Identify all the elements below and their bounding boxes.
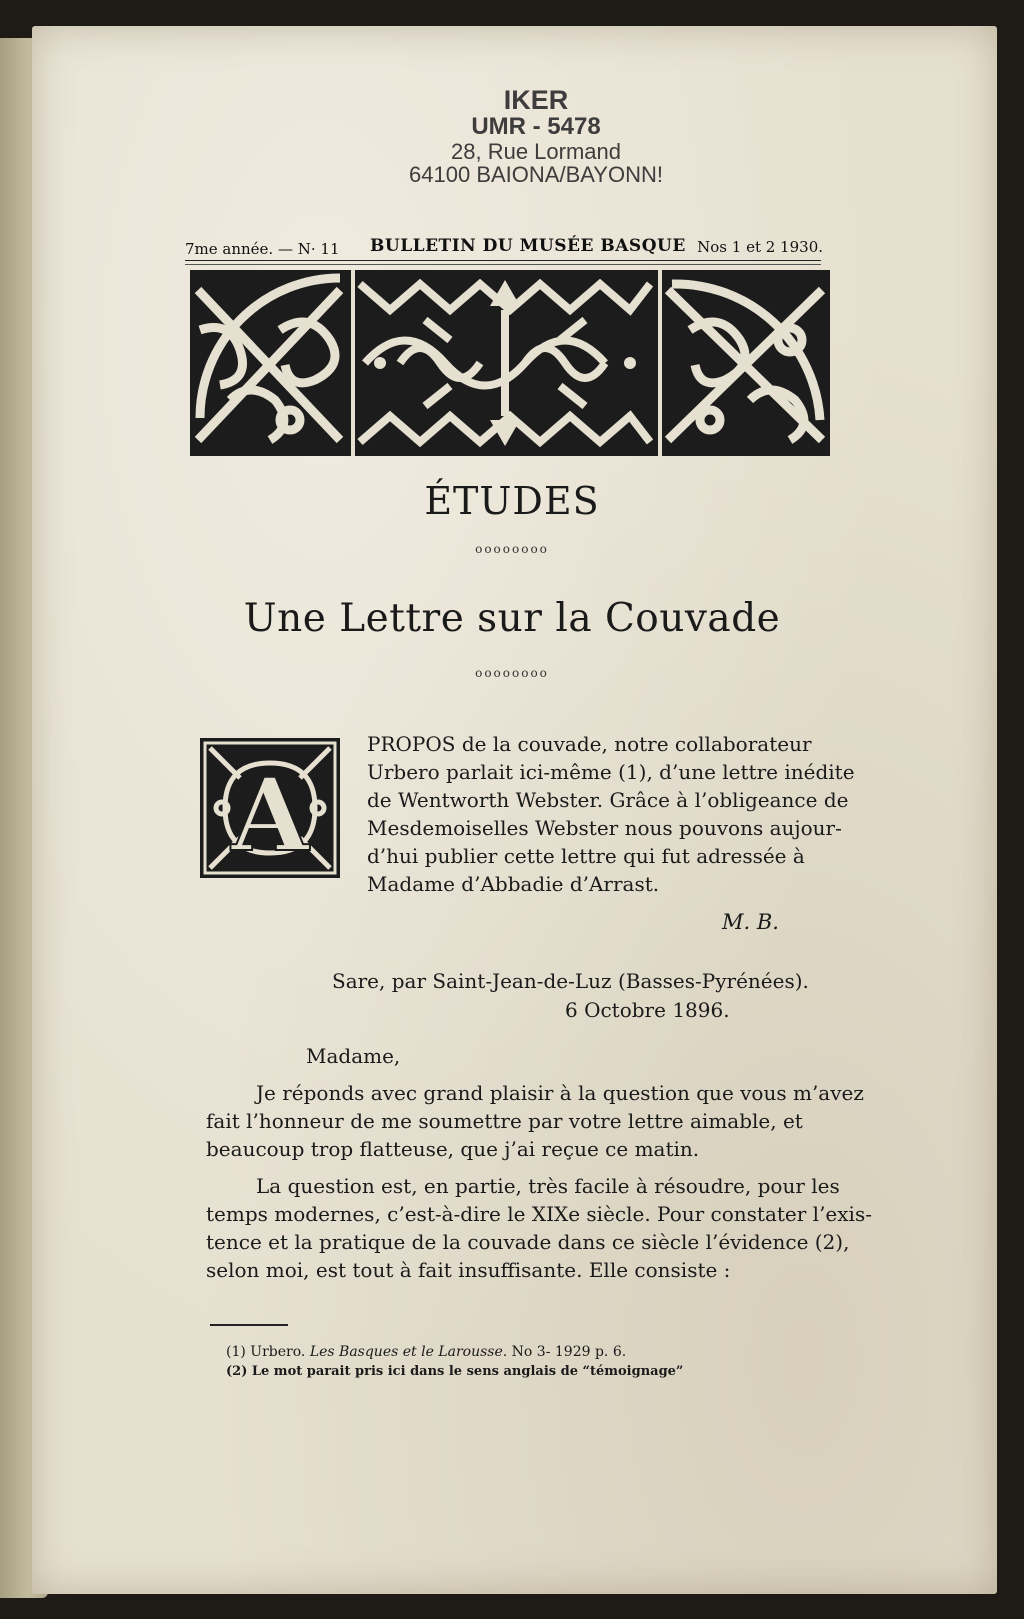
body-line: fait l’honneur de me soumettre par votre lettre aimable, et (206, 1109, 803, 1133)
footnote-1-title: Les Basques et le Larousse. (309, 1344, 508, 1360)
intro-line: Mesdemoiselles Webster nous pouvons aujour- (367, 816, 842, 840)
intro-signature: M. B. (722, 910, 779, 934)
body-line: tence et la pratique de la couvade dans ce siècle l’évidence (2), (206, 1230, 850, 1254)
header-rule-secondary (185, 264, 821, 265)
article-title: Une Lettre sur la Couvade (243, 596, 781, 641)
intro-line: d’hui publier cette lettre qui fut adressée à (367, 844, 805, 868)
article-divider: oooooooo (475, 666, 549, 680)
stamp-line-4: 64100 BAIONA/BAYONN! (409, 161, 663, 187)
footnote-rule (210, 1324, 288, 1326)
intro-line: Madame d’Abbadie d’Arrast. (367, 872, 660, 896)
letter-salutation: Madame, (306, 1044, 401, 1068)
document-page (32, 26, 997, 1594)
intro-line: PROPOS de la couvade, notre collaborateur (367, 732, 812, 756)
library-stamp (354, 86, 718, 186)
intro-line: Urbero parlait ici-même (1), d’une lettre inédite (367, 760, 855, 784)
body-line: temps modernes, c’est-à-dire le XIXe siècle. Pour constater l’exis- (206, 1202, 872, 1226)
footnote-1-prefix: (1) Urbero. (226, 1344, 306, 1360)
stamp-line-1: IKER (503, 85, 569, 115)
section-title: ÉTUDES (424, 479, 600, 523)
section-divider: oooooooo (475, 542, 549, 556)
issue-year: Nos 1 et 2 1930. (697, 238, 823, 256)
dropcap-letter: A (231, 756, 309, 874)
stamp-line-3: 28, Rue Lormand (451, 138, 621, 164)
footnote-2: (2) Le mot parait pris ici dans le sens anglais de “témoignage” (226, 1364, 684, 1379)
letter-place: Sare, par Saint-Jean-de-Luz (Basses-Pyrénées). (332, 969, 809, 993)
dropcap-initial (200, 738, 340, 878)
ornament-band (190, 270, 830, 456)
body-line: Je réponds avec grand plaisir à la question que vous m’avez (256, 1081, 864, 1105)
body-line: La question est, en partie, très facile à résoudre, pour les (256, 1174, 840, 1198)
letter-date: 6 Octobre 1896. (565, 998, 730, 1022)
issue-number: 7me année. — N· 11 (185, 240, 340, 258)
body-line: beaucoup trop flatteuse, que j’ai reçue ce matin. (206, 1137, 700, 1161)
body-line: selon moi, est tout à fait insuffisante. Elle consiste : (206, 1258, 731, 1282)
bulletin-title: BULLETIN DU MUSÉE BASQUE (370, 236, 686, 256)
stamp-line-2: UMR - 5478 (471, 113, 601, 141)
header-rule (185, 260, 821, 261)
footnote-1-suffix: No 3- 1929 p. 6. (511, 1344, 627, 1360)
intro-line: de Wentworth Webster. Grâce à l’obligeance de (367, 788, 849, 812)
footnote-1 (226, 1344, 626, 1360)
